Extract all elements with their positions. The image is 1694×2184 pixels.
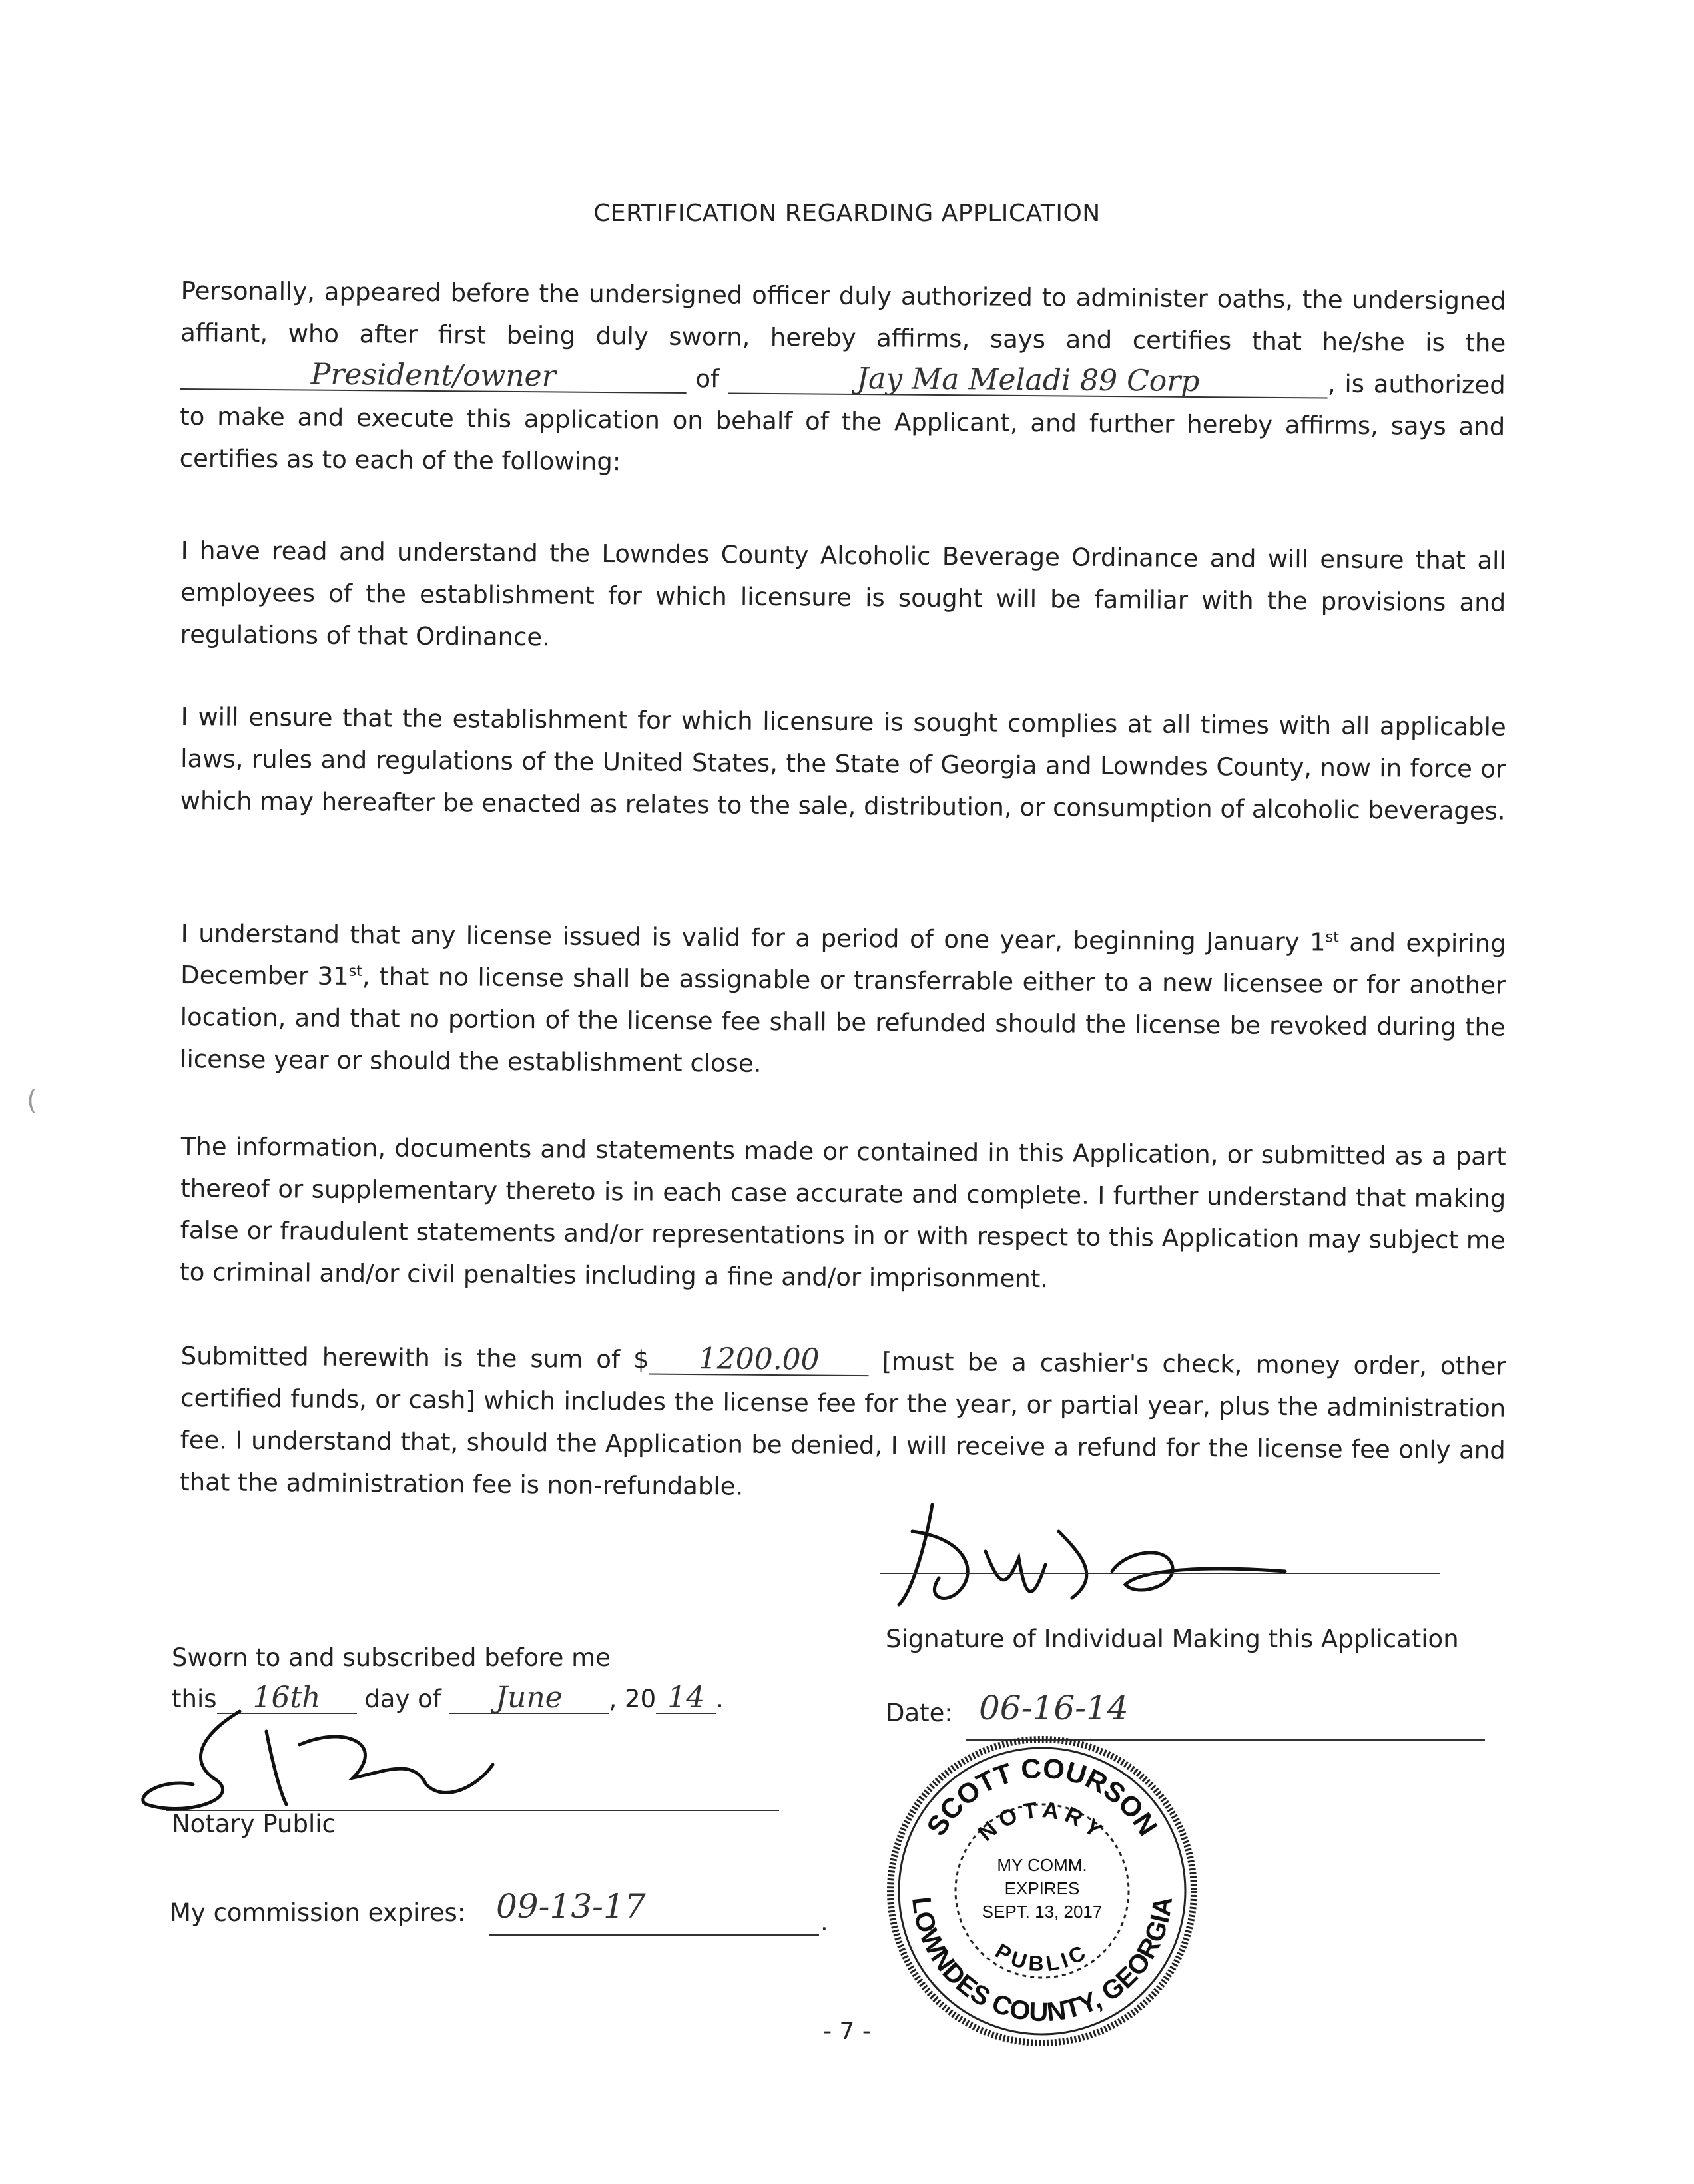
paragraph-accuracy: The information, documents and statements made or contained in this Application, or submitted as a part thereof or supplementary thereto is in each case accurate and complete. I further understand that making false or fraudulent statements and/or representations in or with respect to this Application may subject me to criminal and/or civil penalties including a fine and/or imprisonment. [180,1131,1506,1294]
commission-suffix: . [820,1908,828,1936]
date-label: Date: [886,1699,953,1727]
paragraph-laws: I will ensure that the establishment for which licensure is sought complies at all times with all applicable laws, rules and regulations of the United States, the State of Georgia and Lowndes County, now in force or which may hereafter be enacted as relates to the sale, distribution, or consumption of alcoholic beverages. [180,702,1506,826]
signature-line [880,1573,1440,1574]
applicant-signature [886,1492,1298,1618]
signature-caption: Signature of Individual Making this Application [886,1625,1459,1653]
seal-notary-text: NOTARY [973,1797,1111,1847]
paragraph-license-period [180,912,1506,1091]
para4-sup-a: st [1325,929,1339,946]
document-title: CERTIFICATION REGARDING APPLICATION [593,200,1101,227]
commission-field[interactable]: 09-13-17 [496,1887,646,1926]
scan-edge-mark: ( [27,1085,37,1116]
sworn-statement: Sworn to and subscribed before me [172,1643,611,1672]
page-number: - 7 - [823,2018,871,2045]
seal-top-text: SCOTT COURSON [920,1752,1164,1842]
year-prefix: , 20 [609,1685,657,1713]
paragraph-ordinance: I have read and understand the Lowndes County Alcoholic Beverage Ordinance and will ensure that all employees of the establishment for which licensure is sought will be familiar with the provisions and regulations of that Ordinance. [180,535,1506,652]
para6-text-b: [must be a cashier's check, money order, other certified funds, or cash] which includes the license fee for the year, or partial year, plus the administration fee. I understand that, should the Application be denied, I will receive a refund for the license fee only and that the administration fee is non-refundable. [180,1347,1506,1501]
month-field[interactable]: June [449,1683,609,1714]
company-field[interactable]: Jay Ma Meladi 89 Corp [728,363,1328,398]
date-field[interactable]: 06-16-14 [979,1689,1129,1727]
seal-inner-3: SEPT. 13, 2017 [982,1902,1103,1922]
year-suffix: . [716,1685,724,1713]
notary-label: Notary Public [172,1810,336,1838]
para4-sup-b: st [348,963,363,980]
notary-seal [886,1735,1199,2048]
para4-text-b: and expiring December 31 [180,928,1506,991]
seal-public-text: PUBLIC [991,1938,1093,1976]
seal-inner-1: MY COMM. [997,1855,1087,1875]
paragraph-fee [180,1335,1506,1513]
seal-bottom-text: LOWNDES COUNTY, GEORGIA [906,1895,1179,2028]
day-of-label: day of [364,1685,441,1713]
day-field[interactable]: 16th [217,1683,357,1714]
amount-field[interactable]: 1200.00 [649,1344,869,1377]
notary-signature [133,1705,506,1818]
para1-text-b: of [695,364,720,394]
para1-text-c: , is authorized to make and execute this application on behalf of the Applicant, and further hereby affirms, says and certifies as to each of the following: [179,369,1506,477]
para6-text-a: Submitted herewith is the sum of $ [180,1341,649,1374]
commission-line [489,1934,819,1936]
year-field[interactable]: 14 [656,1683,716,1714]
seal-inner-2: EXPIRES [1004,1878,1080,1898]
commission-label: My commission expires: [170,1898,466,1927]
paragraph-affiant [180,270,1506,490]
para4-text-c: , that no license shall be assignable or transferrable either to a new licensee or for another location, and that no portion of the license fee shall be refunded should the license be revoked during the license year or should the establishment close. [180,962,1506,1078]
this-label: this [172,1685,217,1713]
para4-text-a: I understand that any license issued is valid for a period of one year, beginning January 1 [180,918,1326,957]
title-field[interactable]: President/owner [180,359,687,394]
para1-text-a: Personally, appeared before the undersigned officer duly authorized to administer oaths, the undersigned affiant, who after first being duly sworn, hereby affirms, says and certifies that he/she is the [180,276,1506,358]
